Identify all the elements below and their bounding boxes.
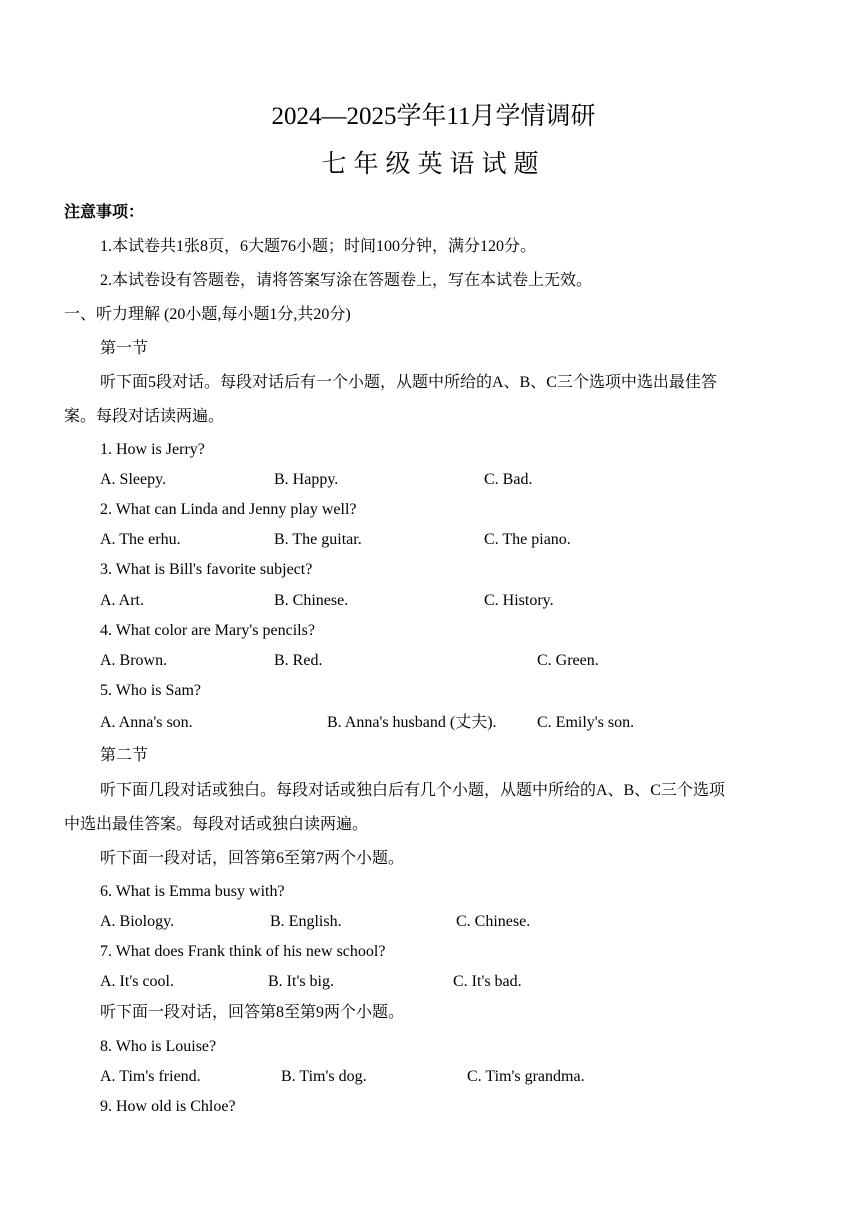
exam-subtitle: 七年级英语试题	[321, 151, 546, 178]
option-3b: B. Chinese.	[274, 592, 349, 609]
option-8a: A. Tim's friend.	[100, 1068, 201, 1085]
option-7b: B. It's big.	[268, 973, 334, 990]
question-2: 2. What can Linda and Jenny play well?	[100, 501, 357, 518]
option-2c: C. The piano.	[484, 531, 571, 548]
part2-instruction-line2: 中选出最佳答案。每段对话或独白读两遍。	[64, 816, 369, 833]
option-4a: A. Brown.	[100, 652, 168, 669]
exam-title: 2024—2025学年11月学情调研	[271, 103, 596, 130]
option-4b: B. Red.	[274, 652, 323, 669]
option-5a: A. Anna's son.	[100, 714, 193, 731]
part-label-2: 第二节	[100, 747, 149, 764]
option-1c: C. Bad.	[484, 471, 533, 488]
option-7a: A. It's cool.	[100, 973, 174, 990]
option-7c: C. It's bad.	[453, 973, 522, 990]
option-6b: B. English.	[270, 913, 342, 930]
question-9: 9. How old is Chloe?	[100, 1098, 236, 1115]
part2-instruction-line1: 听下面几段对话或独白。每段对话或独白后有几个小题，从题中所给的A、B、C三个选项	[100, 782, 725, 799]
option-8b: B. Tim's dog.	[281, 1068, 367, 1085]
section-heading-listening: 一、听力理解 (20小题,每小题1分,共20分)	[64, 306, 351, 323]
notice-item-1: 1.本试卷共1张8页，6大题76小题；时间100分钟，满分120分。	[100, 238, 537, 255]
question-5: 5. Who is Sam?	[100, 682, 202, 699]
notice-heading: 注意事项：	[64, 204, 145, 221]
part1-instruction-line2: 案。每段对话读两遍。	[64, 408, 225, 425]
group-instruction-8-9: 听下面一段对话，回答第8至第9两个小题。	[100, 1004, 405, 1021]
question-7: 7. What does Frank think of his new school?	[100, 943, 386, 960]
part1-instruction-line1: 听下面5段对话。每段对话后有一个小题，从题中所给的A、B、C三个选项中选出最佳答	[100, 374, 717, 391]
notice-item-2: 2.本试卷设有答题卷，请将答案写涂在答题卷上，写在本试卷上无效。	[100, 272, 593, 289]
option-4c: C. Green.	[537, 652, 599, 669]
option-5b: B. Anna's husband (丈夫).	[327, 714, 497, 731]
question-3: 3. What is Bill's favorite subject?	[100, 561, 313, 578]
option-5c: C. Emily's son.	[537, 714, 635, 731]
option-6c: C. Chinese.	[456, 913, 531, 930]
question-6: 6. What is Emma busy with?	[100, 883, 285, 900]
option-1a: A. Sleepy.	[100, 471, 167, 488]
part-label-1: 第一节	[100, 340, 149, 357]
option-3a: A. Art.	[100, 592, 144, 609]
option-8c: C. Tim's grandma.	[467, 1068, 585, 1085]
question-4: 4. What color are Mary's pencils?	[100, 622, 315, 639]
question-1: 1. How is Jerry?	[100, 441, 205, 458]
group-instruction-6-7: 听下面一段对话，回答第6至第7两个小题。	[100, 850, 405, 867]
option-2a: A. The erhu.	[100, 531, 181, 548]
option-3c: C. History.	[484, 592, 554, 609]
option-6a: A. Biology.	[100, 913, 175, 930]
question-8: 8. Who is Louise?	[100, 1038, 217, 1055]
option-1b: B. Happy.	[274, 471, 339, 488]
option-2b: B. The guitar.	[274, 531, 362, 548]
